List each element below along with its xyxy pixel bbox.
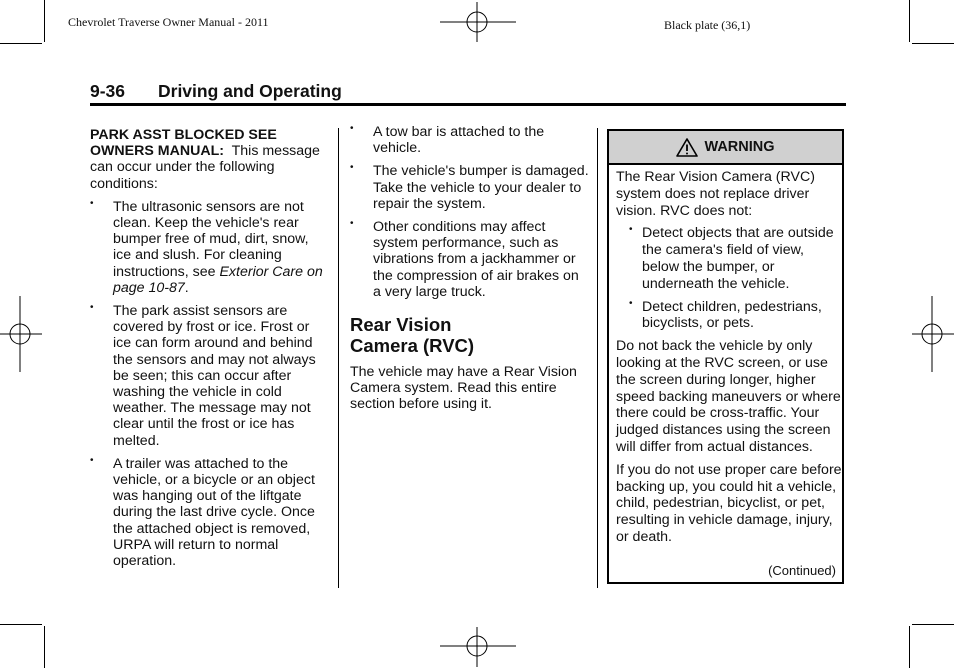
plate-label: Black plate (36,1) [664, 18, 751, 32]
warning-paragraph: If you do not use proper care before backing up, you could hit a vehicle, child, pedestrian, bicyclist, or pet, resulting in vehicle damage, injury, or death. [616, 461, 842, 545]
warning-intro: The Rear Vision Camera (RVC) system does not replace driver vision. RVC does not: [616, 169, 815, 219]
heading-line: Camera (RVC) [350, 335, 475, 357]
manual-title: Chevrolet Traverse Owner Manual - 2011 [68, 15, 269, 29]
section-paragraph: The vehicle may have a Rear Vision Camera system. Read this entire section before using it. [350, 364, 577, 413]
page-number: 9-36 [90, 81, 126, 101]
warning-triangle-icon [676, 138, 698, 157]
list-item: • A trailer was attached to the vehicle, or a bicycle or an object was hanging out of the liftgate during the last drive cycle. Once the attached object is removed, URPA will return to normal operation. [90, 456, 326, 569]
registration-mark-icon [912, 296, 954, 372]
warning-box [607, 129, 844, 584]
list-item: • Detect children, pedestrians, bicyclists, or pets. [616, 299, 842, 333]
list-item: • The ultrasonic sensors are not clean. Keep the vehicle's rear bumper free of mud, dirt, snow, ice and slush. For cleaning instructions, see Exterior Care on page 10-87. [90, 199, 326, 296]
list-item: • Other conditions may affect system performance, such as vibrations from a jackhammer or the compression of air brakes on a very large truck. [350, 219, 590, 300]
message-name: PARK ASST BLOCKED SEE OWNERS MANUAL: [90, 127, 277, 160]
crop-mark [0, 624, 42, 625]
continued-label: (Continued) [768, 563, 836, 578]
crop-mark [0, 43, 42, 44]
warning-header [609, 131, 842, 165]
list-item: • The park assist sensors are covered by frost or ice. Frost or ice can form around and behind the sensors and may not always be seen; this can occur after washing the vehicle in cold weather. The message may not clear until the frost or ice has melted. [90, 303, 326, 449]
cross-reference-link[interactable]: Exterior Care on page 10-87 [113, 263, 323, 296]
column-2 [350, 124, 590, 413]
heading-line: Rear Vision [350, 314, 452, 336]
section-heading [350, 314, 590, 356]
registration-mark-icon [0, 296, 42, 372]
crop-mark [912, 624, 954, 625]
page-title: Driving and Operating [158, 81, 342, 101]
crop-mark [909, 626, 910, 668]
crop-mark [44, 626, 45, 668]
crop-mark [912, 43, 954, 44]
list-item: • Detect objects that are outside the camera's field of view, below the bumper, or underneath the vehicle. [616, 225, 842, 292]
warning-label: WARNING [704, 139, 775, 155]
column-1 [90, 127, 326, 569]
crop-mark [44, 0, 45, 42]
intro-paragraph [90, 127, 326, 192]
warning-paragraph: Do not back the vehicle by only looking at the RVC screen, or use the screen during longer, higher speed backing maneuvers or where there could be cross-traffic. Your judged distances using the screen will differ from actual distances. [616, 338, 841, 455]
warning-body [616, 169, 842, 546]
column-divider [597, 128, 598, 588]
list-item: • The vehicle's bumper is damaged. Take the vehicle to your dealer to repair the system. [350, 163, 590, 212]
section-header [90, 81, 846, 106]
column-divider [338, 128, 339, 588]
registration-mark-icon [440, 2, 516, 42]
intro-text: This message can occur under the following conditions: [90, 143, 324, 192]
crop-mark [909, 0, 910, 42]
registration-mark-icon [440, 627, 516, 667]
list-item: • A tow bar is attached to the vehicle. [350, 124, 590, 156]
